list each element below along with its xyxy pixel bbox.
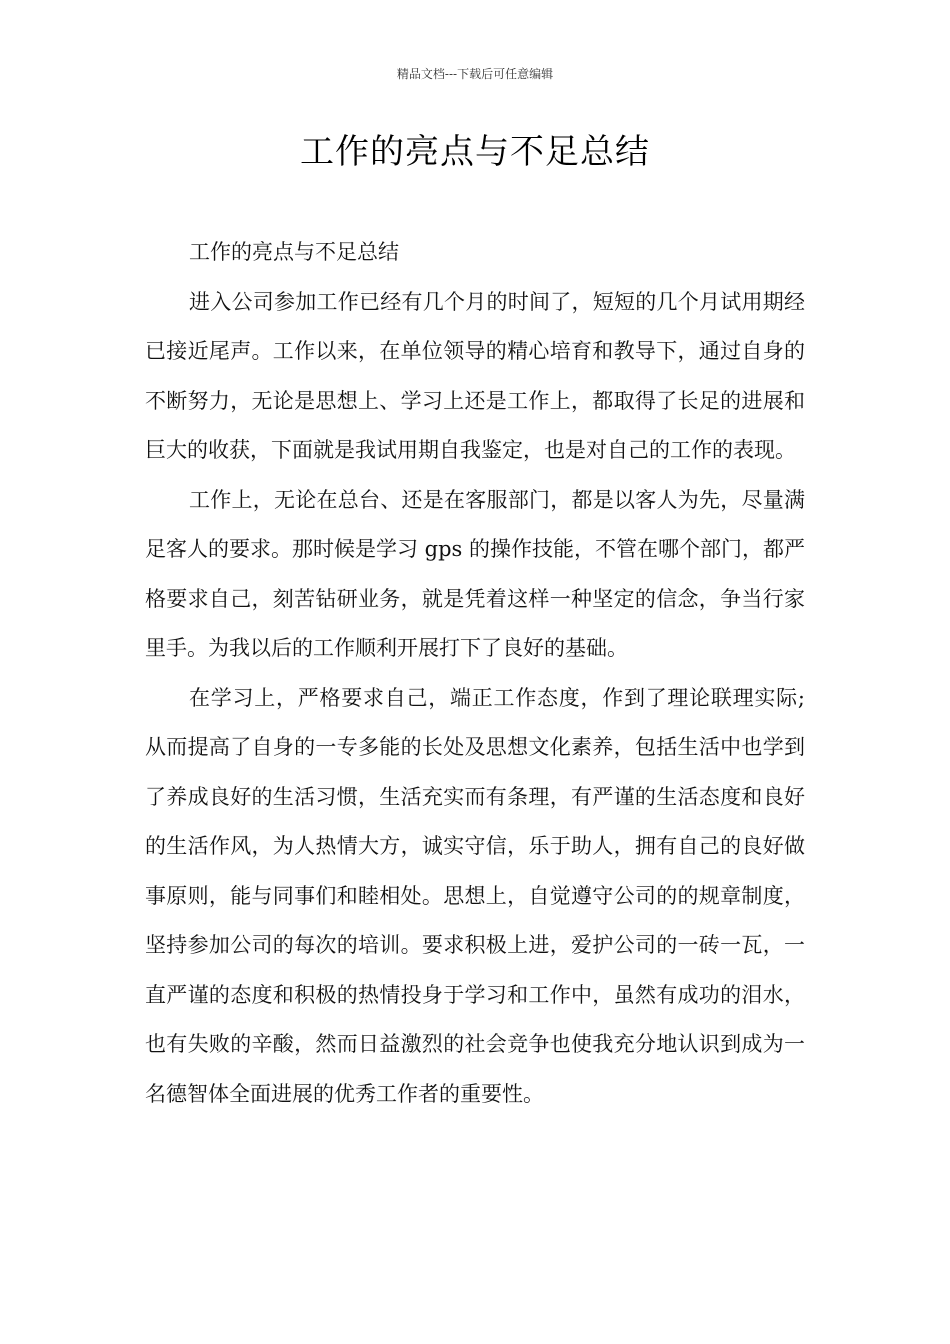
document-body [145, 228, 805, 1119]
paragraph-subtitle: 工作的亮点与不足总结 [189, 240, 399, 264]
paragraph-intro: 进入公司参加工作已经有几个月的时间了，短短的几个月试用期经已接近尾声。工作以来，在单位领导的精心培育和教导下，通过自身的不断努力，无论是思想上、学习上还是工作上，都取得了长足的进展和巨大的收获，下面就是我试用期自我鉴定，也是对自己的工作的表现。 [145, 289, 805, 462]
header-note: 精品文档---下载后可任意编辑 [396, 67, 554, 81]
document-title: 工作的亮点与不足总结 [300, 132, 650, 172]
paragraph-work: 工作上，无论在总台、还是在客服部门，都是以客人为先，尽量满足客人的要求。那时候是学习 gps 的操作技能，不管在哪个部门，都严格要求自己，刻苦钻研业务，就是凭着这样一种坚定的信念，争当行家里手。为我以后的工作顺利开展打下了良好的基础。 [145, 487, 806, 660]
paragraph-study: 在学习上，严格要求自己，端正工作态度，作到了理论联理实际;从而提高了自身的一专多能的长处及思想文化素养，包括生活中也学到了养成良好的生活习惯，生活充实而有条理，有严谨的生活态度和良好的生活作风，为人热情大方，诚实守信，乐于助人，拥有自己的良好做事原则，能与同事们和睦相处。思想上，自觉遵守公司的的规章制度，坚持参加公司的每次的培训。要求积极上进，爱护公司的一砖一瓦，一直严谨的态度和积极的热情投身于学习和工作中，虽然有成功的泪水，也有失败的辛酸，然而日益激烈的社会竞争也使我充分地认识到成为一名德智体全面进展的优秀工作者的重要性。 [145, 685, 805, 1106]
